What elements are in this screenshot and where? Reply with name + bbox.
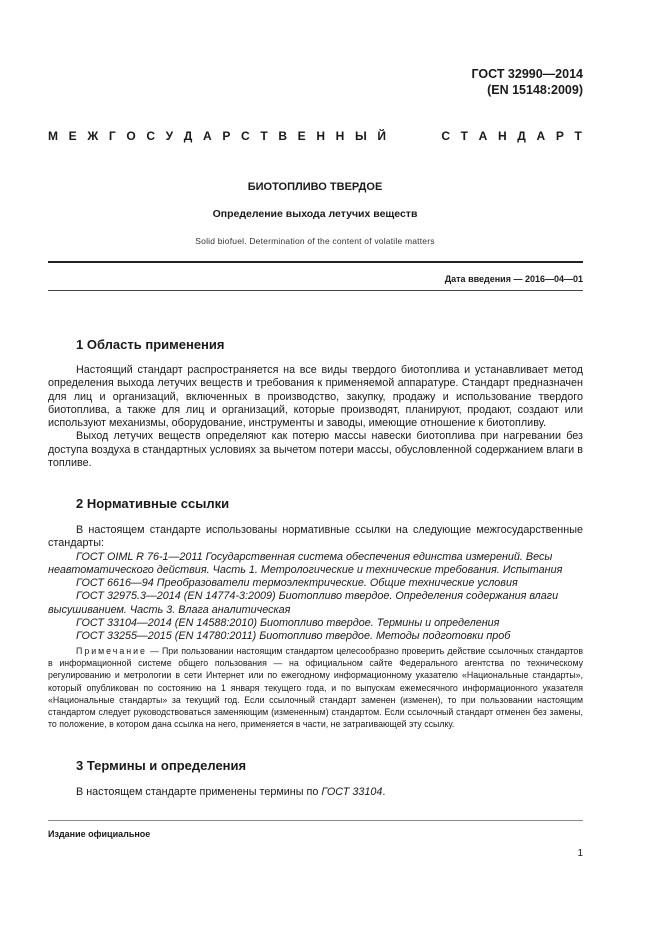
note-block: [48, 645, 583, 730]
english-title: Solid biofuel. Determination of the content of volatile matters: [195, 236, 435, 246]
note-text: — При пользовании настоящим стандартом целесообразно проверить действие ссылочных стандартов в информационной системе общего пользования — на официальном сайте Федерального агентства по техническому регулированию и метрологии в сети Интернет или по ежегодному информационному указателю «Национальные стандарты», который опубликован по состоянию на 1 января текущего года, и по выпускам ежемесячного информационного указателя «Национальные стандарты» за текущий год. Если ссылочный стандарт заменен (изменен), то при пользовании настоящим стандартом следует руководствоваться заменяющим (измененным) стандартом. Если ссылочный стандарт отменен без замены, то положение, в котором дана ссылка на него, применяется в части, не затрагивающей эту ссылку.: [48, 646, 583, 730]
section-3-heading: 3 Термины и определения: [76, 758, 247, 773]
reference-item: ГОСТ 6616—94 Преобразователи термоэлектрические. Общие технические условия: [76, 577, 518, 590]
document-number: ГОСТ 32990—2014: [471, 67, 583, 81]
section-2-intro: В настоящем стандарте использованы нормативные ссылки на следующие межгосударственные стандарты:: [48, 524, 583, 550]
title-divider: [48, 261, 583, 263]
page-number: 1: [577, 848, 583, 859]
reference-link: ГОСТ 33104: [321, 786, 383, 798]
document-title: БИОТОПЛИВО ТВЕРДОЕ: [247, 181, 383, 193]
reference-item: ГОСТ 33104—2014 (EN 14588:2010) Биотопливо твердое. Термины и определения: [76, 617, 500, 630]
section-3-body: В настоящем стандарте применены термины по ГОСТ 33104.: [76, 786, 386, 798]
section-2-heading: 2 Нормативные ссылки: [76, 496, 230, 511]
footer-divider: [48, 820, 583, 821]
introduction-date: Дата введения — 2016—04—01: [444, 274, 583, 284]
section-1-paragraph: Выход летучих веществ определяют как потерю массы навески биотоплива при нагревании без доступа воздуха в стандартных условиях за вычетом потери массы, обусловленной содержанием влаги в топливе.: [48, 430, 583, 470]
official-edition-label: Издание официальное: [48, 829, 151, 839]
reference-item: ГОСТ 32975.3—2014 (EN 14774-3:2009) Биотопливо твердое. Определения содержания влаги высушиванием. Часть 3. Влага аналитическая: [48, 590, 559, 616]
section-2-body: [48, 524, 583, 644]
reference-item: ГОСТ 33255—2015 (EN 14780:2011) Биотопливо твердое. Методы подготовки проб: [76, 630, 511, 643]
reference-item: ГОСТ OIML R 76-1—2011 Государственная система обеспечения единства измерений. Весы неавтоматического действия. Часть 1. Метрологические и технические требования. Испытания: [48, 550, 563, 576]
en-equivalent-number: (EN 15148:2009): [487, 83, 583, 97]
section-1-body: [48, 364, 583, 470]
note-label: Примечание: [76, 646, 147, 656]
section-1-heading: 1 Область применения: [76, 337, 225, 352]
date-divider: [48, 290, 583, 291]
section-1-paragraph: Настоящий стандарт распространяется на все виды твердого биотоплива и устанавливает метод определения выхода летучих веществ и требования к применяемой аппаратуре. Стандарт предназначен для лиц и организаций, включенных в производство, закупку, продажу и использование твердого биотоплива, а также для лиц и организаций, которые производят, планируют, продают, создают или используют механизмы, оборудование, инструменты и заводы, имеющие отношение к биотопливу.: [48, 364, 583, 430]
document-subtitle: Определение выхода летучих веществ: [212, 208, 418, 220]
interstate-standard-banner: М Е Ж Г О С У Д А Р С Т В Е Н Н Ы Й С Т А Н Д А Р Т: [48, 129, 582, 143]
